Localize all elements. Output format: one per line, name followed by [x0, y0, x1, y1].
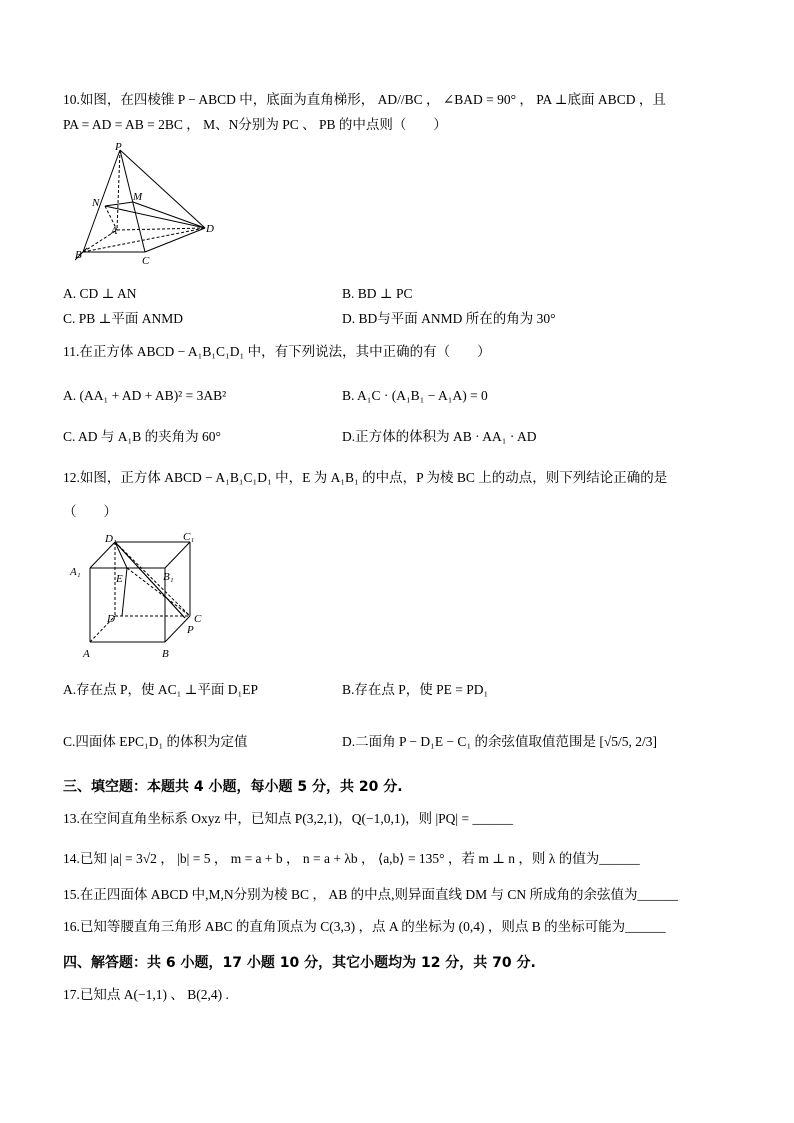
q11-option-a: A. (AA₁ + AD + AB)² = 3AB²	[63, 388, 227, 403]
q16: 16.已知等腰直角三角形 ABC 的直角顶点为 C(3,3) ，点 A 的坐标为 (0,4) ，则点 B 的坐标可能为______	[63, 919, 666, 934]
q12-option-d: D.二面角 P − D₁E − C₁ 的余弦值取值范围是 [√5/5, 2/3]	[342, 734, 658, 749]
q17: 17.已知点 A(−1,1) 、 B(2,4) .	[63, 987, 229, 1002]
q13: 13.在空间直角坐标系 Oxyz 中，已知点 P(3,2,1)，Q(−1,0,1)，则 |PQ| = ______	[63, 811, 513, 826]
q12-stem-line2: （ ）	[63, 504, 117, 519]
q10-stem-line1: 10.如图，在四棱锥 P − ABCD 中，底面为直角梯形， AD//BC ， ∠BAD = 90° ， PA ⊥底面 ABCD ，且	[63, 92, 666, 107]
q12-label-c1: C₁	[183, 531, 195, 543]
q12-label-a1: A₁	[70, 566, 81, 578]
q10-label-m: M	[133, 191, 143, 203]
q12-option-c: C.四面体 EPC₁D₁ 的体积为定值	[63, 734, 248, 749]
q12-label-d1: D₁	[105, 533, 117, 545]
q10-option-b: B. BD ⊥ PC	[342, 286, 413, 301]
q12-label-d: D	[107, 613, 115, 625]
q10-label-p: P	[115, 141, 122, 153]
q12-label-b1: B₁	[163, 571, 174, 583]
q12-label-p: P	[187, 624, 194, 636]
q10-label-n: N	[92, 197, 100, 209]
q10-label-c: C	[142, 255, 150, 267]
q12-label-c: C	[194, 613, 202, 625]
q10-pyramid-figure	[75, 140, 225, 270]
q14: 14.已知 |a| = 3√2 ， |b| = 5 ， m = a + b ， n = a + λb ， ⟨a,b⟩ = 135° ，若 m ⊥ n ，则 λ 的值为______	[63, 851, 640, 866]
q10-label-d: D	[206, 223, 214, 235]
section-4-title: 四、解答题：共 6 小题，17 小题 10 分，其它小题均为 12 分，共 70 分.	[63, 955, 536, 971]
q10-option-c: C. PB ⊥平面 ANMD	[63, 311, 183, 326]
q15: 15.在正四面体 ABCD 中,M,N分别为棱 BC ， AB 的中点,则异面直线 DM 与 CN 所成角的余弦值为______	[63, 887, 679, 902]
q11-stem: 11.在正方体 ABCD − A₁B₁C₁D₁ 中，有下列说法，其中正确的有（ ）	[63, 344, 491, 359]
q12-label-a: A	[83, 648, 90, 660]
q10-option-a: A. CD ⊥ AN	[63, 286, 137, 301]
q12-cube-figure	[65, 530, 220, 665]
q11-option-d: D.正方体的体积为 AB · AA₁ · AD	[342, 429, 537, 444]
q10-label-b: B	[75, 249, 82, 261]
q11-option-b: B. A₁C · (A₁B₁ − A₁A) = 0	[342, 388, 488, 403]
q12-option-b: B.存在点 P，使 PE = PD₁	[342, 682, 489, 697]
q12-label-e: E	[116, 573, 123, 585]
q10-stem-line2: PA = AD = AB = 2BC ， M、N分别为 PC 、 PB 的中点则（ ）	[63, 117, 447, 132]
section-3-title: 三、填空题：本题共 4 小题，每小题 5 分，共 20 分.	[63, 779, 403, 795]
q12-label-b: B	[162, 648, 169, 660]
q10-label-a: A	[111, 226, 118, 237]
q11-option-c: C. AD 与 A₁B 的夹角为 60°	[63, 429, 221, 444]
q12-stem-line1: 12.如图，正方体 ABCD − A₁B₁C₁D₁ 中，E 为 A₁B₁ 的中点，P 为棱 BC 上的动点，则下列结论正确的是	[63, 470, 668, 485]
q12-option-a: A.存在点 P，使 AC₁ ⊥平面 D₁EP	[63, 682, 258, 697]
q10-option-d: D. BD与平面 ANMD 所在的角为 30°	[342, 311, 556, 326]
